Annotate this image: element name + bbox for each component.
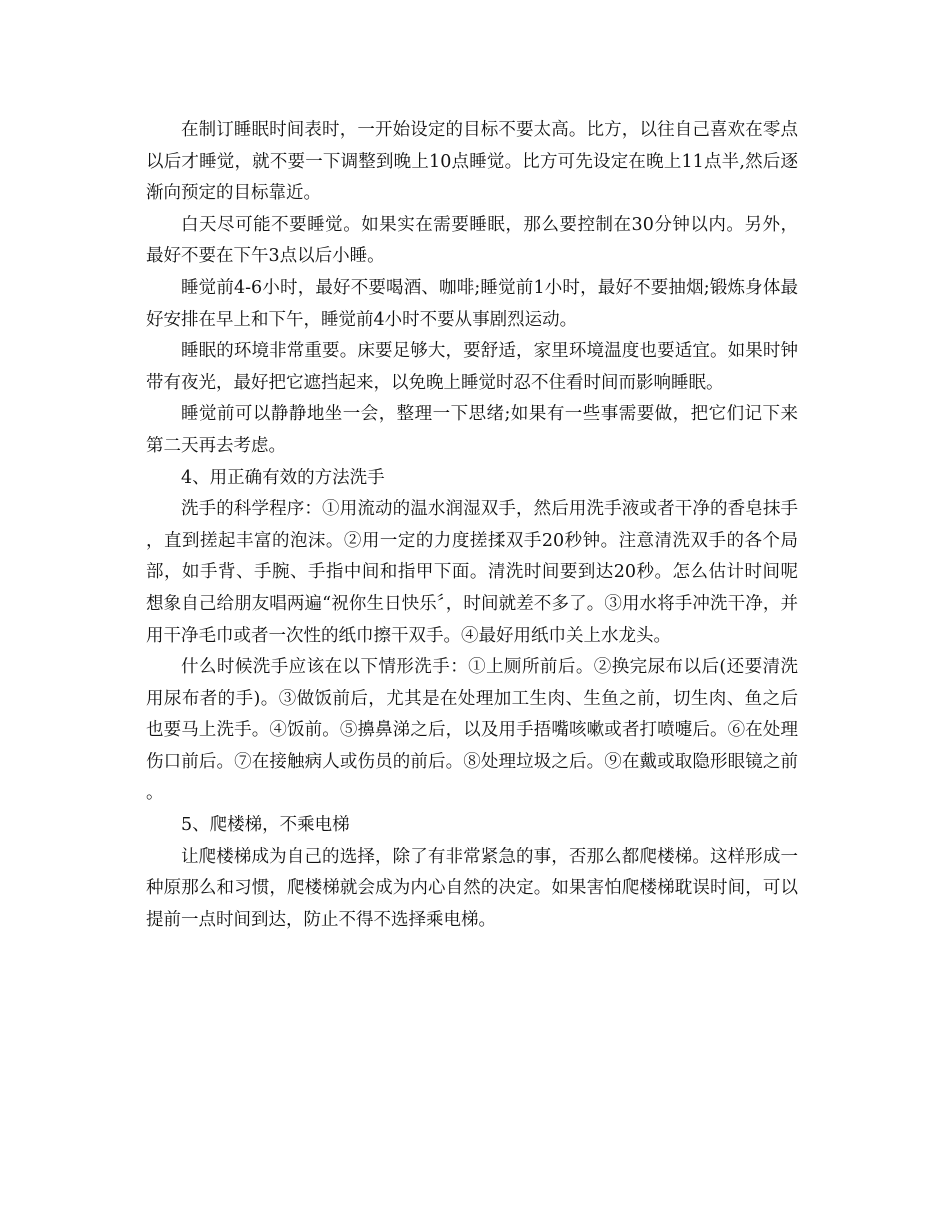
section-heading-handwashing: 4、用正确有效的方法洗手 [181, 467, 385, 488]
paragraph-daytime-nap: 白天尽可能不要睡觉。如果实在需要睡眠，那么要控制在30分钟以内。另外，最好不要在下午3点以后小睡。 [146, 214, 798, 267]
paragraph-climb-stairs: 让爬楼梯成为自己的选择，除了有非常紧急的事，否那么都爬楼梯。这样形成一种原那么和习惯，爬楼梯就会成为内心自然的决定。如果害怕爬楼梯耽误时间，可以提前一点时间到达，防止不得不选择乘电梯。 [146, 846, 798, 930]
paragraph-sleep-environment: 睡眠的环境非常重要。床要足够大，要舒适，家里环境温度也要适宜。如果时钟带有夜光，最好把它遮挡起来，以免晚上睡觉时忍不住看时间而影响睡眠。 [146, 341, 798, 393]
paragraph-sleep-schedule: 在制订睡眠时间表时，一开始设定的目标不要太高。比方，以往自己喜欢在零点以后才睡觉，就不要一下调整到晚上10点睡觉。比方可先设定在晚上11点半,然后逐渐向预定的目标靠近。 [146, 120, 798, 204]
paragraph-handwashing-procedure: 洗手的科学程序：①用流动的温水润湿双手，然后用洗手液或者干净的香皂抹手，直到搓起丰富的泡沫。②用一定的力度搓揉双手20秒钟。注意清洗双手的各个局部，如手背、手腕、手指中间和指甲下面。清洗时间要到达20秒。怎么估计时间呢想象自己给朋友唱两遍“祝你生日快乐〞，时间就差不多了。③用水将手冲洗干净，并用干净毛巾或者一次性的纸巾擦干双手。④最好用纸巾关上水龙头。 [146, 499, 798, 646]
paragraph-when-to-wash: 什么时候洗手应该在以下情形洗手：①上厕所前后。②换完尿布以后(还要清洗用尿布者的手)。③做饭前后，尤其是在处理加工生肉、生鱼之前，切生肉、鱼之后也要马上洗手。④饭前。⑤擤鼻涕之后，以及用手捂嘴咳嗽或者打喷嚏后。⑥在处理伤口前后。⑦在接触病人或伤员的前后。⑧处理垃圾之后。⑨在戴或取隐形眼镜之前。 [146, 657, 798, 804]
section-heading-stairs: 5、爬楼梯，不乘电梯 [181, 815, 350, 836]
paragraph-before-bed: 睡觉前4-6小时，最好不要喝酒、咖啡;睡觉前1小时，最好不要抽烟;锻炼身体最好安排在早上和下午，睡觉前4小时不要从事剧烈运动。 [146, 277, 798, 330]
document-page [146, 115, 798, 936]
paragraph-calm-before-sleep: 睡觉前可以静静地坐一会，整理一下思绪;如果有一些事需要做，把它们记下来第二天再去考虑。 [146, 404, 798, 456]
